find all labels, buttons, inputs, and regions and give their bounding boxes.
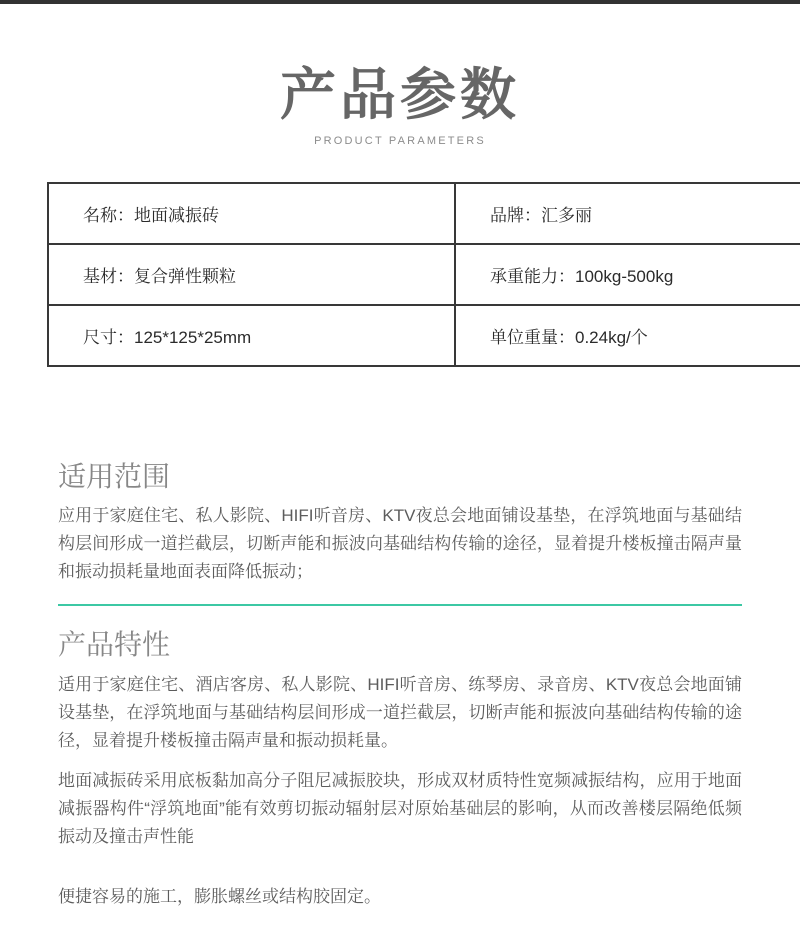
- section-title-scope: 适用范围: [58, 460, 171, 492]
- section-title-features: 产品特性: [58, 629, 171, 661]
- spec-table: [47, 182, 800, 367]
- page-title: 产品参数: [280, 63, 520, 126]
- table-row: [48, 244, 800, 305]
- spec-cell-brand: 品牌：汇多丽: [455, 183, 800, 244]
- page-subtitle: PRODUCT PARAMETERS: [314, 134, 486, 147]
- features-paragraph: 适用于家庭住宅、酒店客房、私人影院、HIFI听音房、练琴房、录音房、KTV夜总会地面铺设基垫，在浮筑地面与基础结构层间形成一道拦截层，切断声能和振波向基础结构传输的途径，显着提升楼板撞击隔声量和振动损耗量。: [58, 674, 742, 750]
- spec-cell-material: 基材：复合弹性颗粒: [48, 244, 455, 305]
- page-content: [58, 460, 742, 911]
- features-paragraph: 地面减振砖采用底板黏加高分子阻尼减振胶块，形成双材质特性宽频减振结构，应用于地面减振器构件“浮筑地面”能有效剪切振动辐射层对原始基础层的影响，从而改善楼层隔绝低频振动及撞击声性能: [58, 770, 742, 846]
- scope-paragraph: 应用于家庭住宅、私人影院、HIFI听音房、KTV夜总会地面铺设基垫，在浮筑地面与基础结构层间形成一道拦截层，切断声能和振波向基础结构传输的途径，显着提升楼板撞击隔声量和振动损耗量地面表面降低振动；: [58, 506, 742, 582]
- section-divider: [58, 604, 742, 606]
- table-row: [48, 305, 800, 366]
- table-row: [48, 183, 800, 244]
- page-header: [0, 64, 800, 147]
- features-paragraph: 便捷容易的施工，膨胀螺丝或结构胶固定。: [58, 886, 381, 906]
- spec-cell-capacity: 承重能力：100kg-500kg: [455, 244, 800, 305]
- top-divider-strip: [0, 0, 800, 4]
- spec-cell-name: 名称：地面减振砖: [48, 183, 455, 244]
- spec-cell-weight: 单位重量：0.24kg/个: [455, 305, 800, 366]
- spec-cell-size: 尺寸：125*125*25mm: [48, 305, 455, 366]
